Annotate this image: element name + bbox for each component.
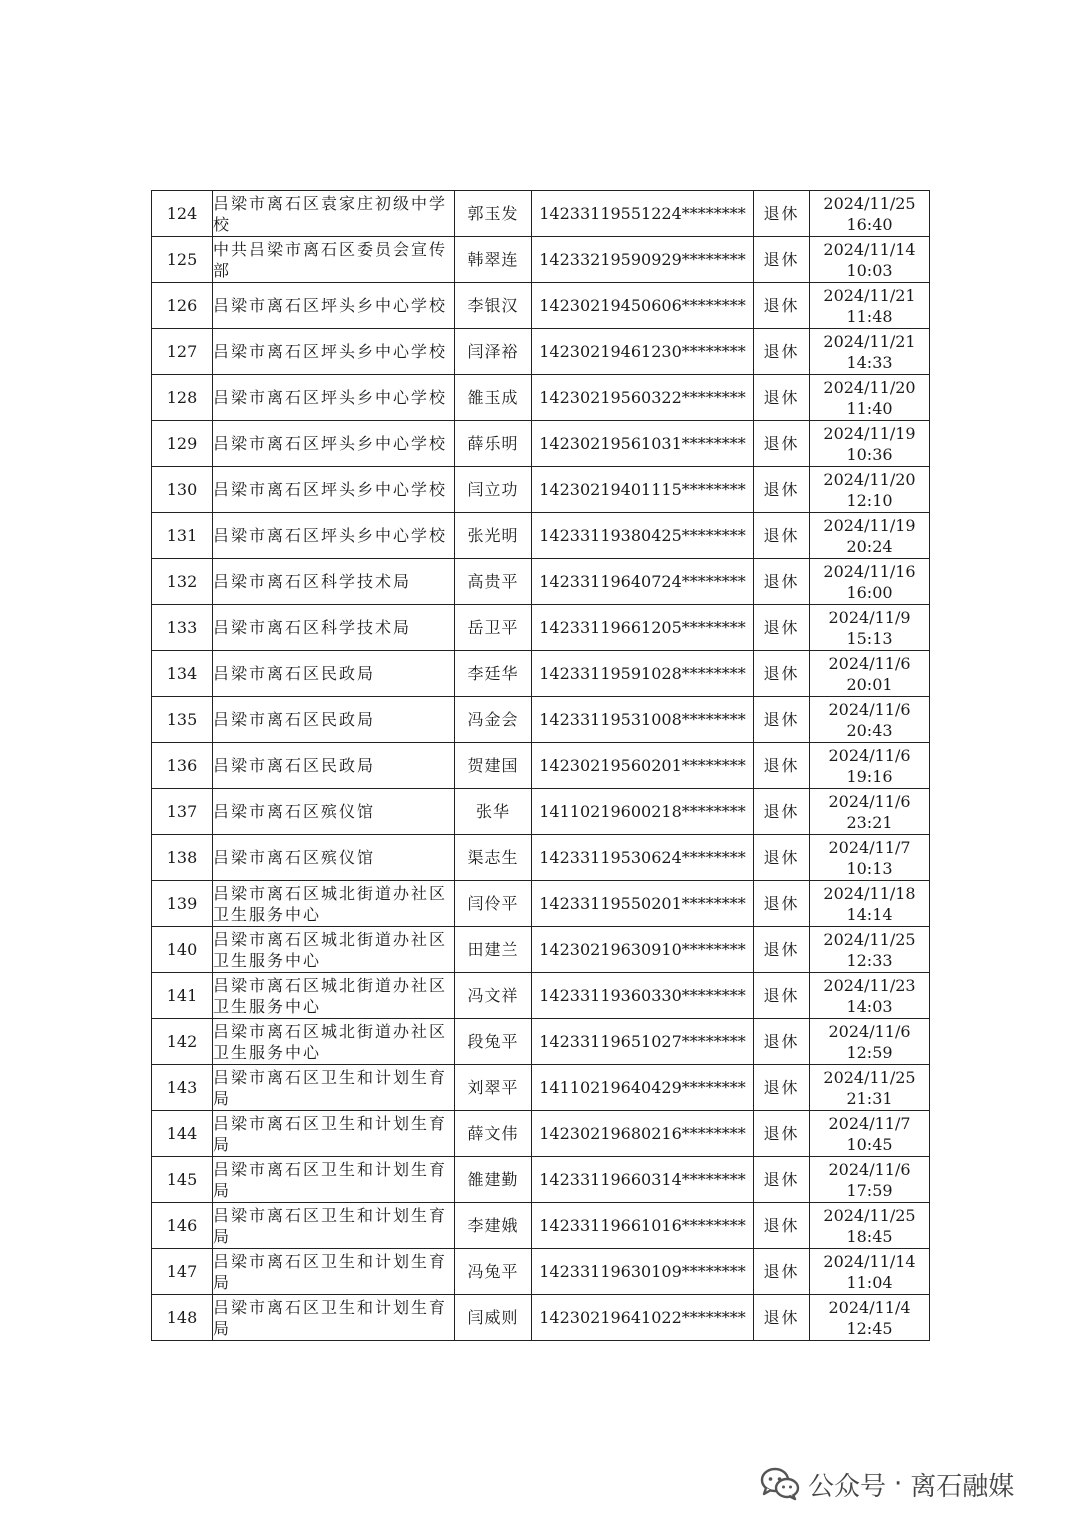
row-date: 2024/11/6: [828, 791, 911, 811]
row-number: 127: [152, 329, 213, 375]
table-row: [152, 559, 930, 605]
row-datetime: [810, 1065, 930, 1111]
row-time: 14:03: [846, 996, 893, 1016]
row-type: 退休: [754, 881, 810, 927]
row-type: 退休: [754, 467, 810, 513]
row-datetime: [810, 1111, 930, 1157]
row-time: 20:43: [846, 720, 893, 740]
row-id-number: 14233119531008********: [532, 697, 754, 743]
row-date: 2024/11/20: [823, 469, 916, 489]
row-number: 126: [152, 283, 213, 329]
row-unit: 吕梁市离石区袁家庄初级中学校: [213, 191, 455, 237]
row-time: 12:33: [846, 950, 893, 970]
table-row: [152, 743, 930, 789]
row-date: 2024/11/23: [823, 975, 916, 995]
row-time: 12:10: [846, 490, 893, 510]
row-name: 闫泽裕: [455, 329, 532, 375]
row-time: 20:24: [846, 536, 893, 556]
table-row: [152, 881, 930, 927]
row-date: 2024/11/25: [823, 1205, 916, 1225]
row-datetime: [810, 329, 930, 375]
row-number: 138: [152, 835, 213, 881]
row-id-number: 14233119640724********: [532, 559, 754, 605]
row-type: 退休: [754, 835, 810, 881]
row-datetime: [810, 927, 930, 973]
row-unit: 吕梁市离石区城北街道办社区卫生服务中心: [213, 927, 455, 973]
row-unit: 吕梁市离石区卫生和计划生育局: [213, 1157, 455, 1203]
table-row: [152, 329, 930, 375]
row-unit: 吕梁市离石区城北街道办社区卫生服务中心: [213, 1019, 455, 1065]
row-name: 贺建国: [455, 743, 532, 789]
row-date: 2024/11/19: [823, 515, 916, 535]
row-name: 李建娥: [455, 1203, 532, 1249]
row-time: 12:45: [846, 1318, 893, 1338]
table-row: [152, 697, 930, 743]
row-id-number: 14233119661205********: [532, 605, 754, 651]
row-date: 2024/11/14: [823, 239, 916, 259]
row-id-number: 14110219640429********: [532, 1065, 754, 1111]
row-number: 148: [152, 1295, 213, 1341]
row-unit: 吕梁市离石区坪头乡中心学校: [213, 513, 455, 559]
row-type: 退休: [754, 329, 810, 375]
row-id-number: 14230219641022********: [532, 1295, 754, 1341]
row-type: 退休: [754, 743, 810, 789]
row-unit: 吕梁市离石区卫生和计划生育局: [213, 1203, 455, 1249]
row-id-number: 14230219560201********: [532, 743, 754, 789]
table-row: [152, 513, 930, 559]
row-name: 薛文伟: [455, 1111, 532, 1157]
row-name: 冯金会: [455, 697, 532, 743]
row-number: 139: [152, 881, 213, 927]
row-number: 136: [152, 743, 213, 789]
row-unit: 吕梁市离石区民政局: [213, 743, 455, 789]
row-name: 段兔平: [455, 1019, 532, 1065]
row-unit: 吕梁市离石区民政局: [213, 697, 455, 743]
row-type: 退休: [754, 421, 810, 467]
row-time: 10:03: [846, 260, 893, 280]
row-datetime: [810, 421, 930, 467]
row-number: 134: [152, 651, 213, 697]
row-date: 2024/11/21: [823, 331, 916, 351]
row-type: 退休: [754, 1065, 810, 1111]
row-number: 147: [152, 1249, 213, 1295]
row-datetime: [810, 559, 930, 605]
row-unit: 吕梁市离石区坪头乡中心学校: [213, 421, 455, 467]
row-time: 23:21: [846, 812, 893, 832]
row-id-number: 14233119360330********: [532, 973, 754, 1019]
row-time: 17:59: [846, 1180, 893, 1200]
row-datetime: [810, 1203, 930, 1249]
row-datetime: [810, 467, 930, 513]
row-date: 2024/11/7: [828, 837, 911, 857]
row-time: 19:16: [846, 766, 893, 786]
table-row: [152, 1157, 930, 1203]
row-number: 142: [152, 1019, 213, 1065]
row-name: 渠志生: [455, 835, 532, 881]
row-time: 11:40: [846, 398, 893, 418]
row-time: 18:45: [846, 1226, 893, 1246]
row-number: 125: [152, 237, 213, 283]
row-number: 131: [152, 513, 213, 559]
row-time: 16:40: [846, 214, 893, 234]
row-unit: 吕梁市离石区坪头乡中心学校: [213, 329, 455, 375]
row-number: 144: [152, 1111, 213, 1157]
row-name: 刘翠平: [455, 1065, 532, 1111]
row-date: 2024/11/6: [828, 699, 911, 719]
row-date: 2024/11/25: [823, 193, 916, 213]
row-unit: 吕梁市离石区科学技术局: [213, 605, 455, 651]
row-time: 12:59: [846, 1042, 893, 1062]
row-id-number: 14230219450606********: [532, 283, 754, 329]
row-type: 退休: [754, 191, 810, 237]
table-row: [152, 651, 930, 697]
row-id-number: 14233119661016********: [532, 1203, 754, 1249]
row-date: 2024/11/7: [828, 1113, 911, 1133]
row-date: 2024/11/6: [828, 745, 911, 765]
row-date: 2024/11/25: [823, 1067, 916, 1087]
row-unit: 吕梁市离石区卫生和计划生育局: [213, 1065, 455, 1111]
row-datetime: [810, 835, 930, 881]
row-datetime: [810, 973, 930, 1019]
row-unit: 吕梁市离石区城北街道办社区卫生服务中心: [213, 973, 455, 1019]
row-id-number: 14233119630109********: [532, 1249, 754, 1295]
row-date: 2024/11/9: [828, 607, 911, 627]
row-name: 冯文祥: [455, 973, 532, 1019]
row-number: 145: [152, 1157, 213, 1203]
row-id-number: 14233119651027********: [532, 1019, 754, 1065]
row-id-number: 14233219590929********: [532, 237, 754, 283]
row-id-number: 14230219461230********: [532, 329, 754, 375]
wechat-icon: [760, 1467, 800, 1501]
watermark-label: 公众号: [808, 1471, 887, 1502]
table-row: [152, 835, 930, 881]
row-datetime: [810, 789, 930, 835]
row-datetime: [810, 1157, 930, 1203]
row-time: 16:00: [846, 582, 893, 602]
row-date: 2024/11/6: [828, 1021, 911, 1041]
row-name: 张光明: [455, 513, 532, 559]
row-datetime: [810, 283, 930, 329]
row-unit: 吕梁市离石区坪头乡中心学校: [213, 375, 455, 421]
row-number: 129: [152, 421, 213, 467]
row-id-number: 14230219630910********: [532, 927, 754, 973]
row-date: 2024/11/21: [823, 285, 916, 305]
row-datetime: [810, 1295, 930, 1341]
row-datetime: [810, 881, 930, 927]
row-type: 退休: [754, 1203, 810, 1249]
row-unit: 中共吕梁市离石区委员会宣传部: [213, 237, 455, 283]
row-type: 退休: [754, 1157, 810, 1203]
row-id-number: 14233119660314********: [532, 1157, 754, 1203]
row-unit: 吕梁市离石区坪头乡中心学校: [213, 283, 455, 329]
row-number: 141: [152, 973, 213, 1019]
row-date: 2024/11/6: [828, 1159, 911, 1179]
row-id-number: 14230219680216********: [532, 1111, 754, 1157]
row-date: 2024/11/6: [828, 653, 911, 673]
table-row: [152, 789, 930, 835]
row-name: 李银汉: [455, 283, 532, 329]
row-type: 退休: [754, 973, 810, 1019]
row-id-number: 14233119551224********: [532, 191, 754, 237]
row-type: 退休: [754, 927, 810, 973]
row-time: 10:36: [846, 444, 893, 464]
row-name: 闫威则: [455, 1295, 532, 1341]
row-number: 135: [152, 697, 213, 743]
row-unit: 吕梁市离石区卫生和计划生育局: [213, 1249, 455, 1295]
row-name: 雒玉成: [455, 375, 532, 421]
row-name: 高贵平: [455, 559, 532, 605]
row-name: 李廷华: [455, 651, 532, 697]
row-time: 11:48: [846, 306, 893, 326]
table-row: [152, 1065, 930, 1111]
row-datetime: [810, 1249, 930, 1295]
row-id-number: 14230219401115********: [532, 467, 754, 513]
row-date: 2024/11/20: [823, 377, 916, 397]
row-datetime: [810, 605, 930, 651]
row-datetime: [810, 191, 930, 237]
row-type: 退休: [754, 651, 810, 697]
row-type: 退休: [754, 237, 810, 283]
row-type: 退休: [754, 1111, 810, 1157]
row-type: 退休: [754, 1295, 810, 1341]
row-date: 2024/11/14: [823, 1251, 916, 1271]
table-row: [152, 927, 930, 973]
row-name: 闫伶平: [455, 881, 532, 927]
row-date: 2024/11/16: [823, 561, 916, 581]
row-unit: 吕梁市离石区卫生和计划生育局: [213, 1111, 455, 1157]
row-name: 薛乐明: [455, 421, 532, 467]
row-id-number: 14233119530624********: [532, 835, 754, 881]
table-row: [152, 1111, 930, 1157]
row-time: 11:04: [846, 1272, 893, 1292]
row-name: 韩翠连: [455, 237, 532, 283]
row-id-number: 14230219560322********: [532, 375, 754, 421]
row-type: 退休: [754, 1019, 810, 1065]
row-type: 退休: [754, 283, 810, 329]
table-row: [152, 191, 930, 237]
table-row: [152, 467, 930, 513]
row-unit: 吕梁市离石区坪头乡中心学校: [213, 467, 455, 513]
table-row: [152, 973, 930, 1019]
row-type: 退休: [754, 559, 810, 605]
row-time: 21:31: [846, 1088, 893, 1108]
row-number: 140: [152, 927, 213, 973]
table-row: [152, 1249, 930, 1295]
row-datetime: [810, 1019, 930, 1065]
row-name: 田建兰: [455, 927, 532, 973]
table-row: [152, 1203, 930, 1249]
row-number: 143: [152, 1065, 213, 1111]
watermark-separator: ·: [894, 1469, 903, 1499]
row-id-number: 14230219561031********: [532, 421, 754, 467]
row-unit: 吕梁市离石区城北街道办社区卫生服务中心: [213, 881, 455, 927]
row-type: 退休: [754, 513, 810, 559]
row-id-number: 14233119380425********: [532, 513, 754, 559]
row-id-number: 14110219600218********: [532, 789, 754, 835]
row-number: 137: [152, 789, 213, 835]
row-number: 133: [152, 605, 213, 651]
row-time: 10:45: [846, 1134, 893, 1154]
row-name: 张华: [455, 789, 532, 835]
row-unit: 吕梁市离石区殡仪馆: [213, 835, 455, 881]
row-datetime: [810, 237, 930, 283]
row-datetime: [810, 651, 930, 697]
table-row: [152, 1019, 930, 1065]
row-name: 冯兔平: [455, 1249, 532, 1295]
row-id-number: 14233119550201********: [532, 881, 754, 927]
watermark-account: 离石融媒: [910, 1471, 1015, 1502]
row-name: 岳卫平: [455, 605, 532, 651]
table-row: [152, 237, 930, 283]
table-row: [152, 1295, 930, 1341]
row-type: 退休: [754, 789, 810, 835]
row-time: 14:33: [846, 352, 893, 372]
row-type: 退休: [754, 375, 810, 421]
table-row: [152, 605, 930, 651]
row-unit: 吕梁市离石区民政局: [213, 651, 455, 697]
row-number: 124: [152, 191, 213, 237]
row-name: 郭玉发: [455, 191, 532, 237]
row-name: 雒建勤: [455, 1157, 532, 1203]
row-date: 2024/11/19: [823, 423, 916, 443]
table-row: [152, 283, 930, 329]
row-datetime: [810, 743, 930, 789]
table-row: [152, 375, 930, 421]
row-unit: 吕梁市离石区殡仪馆: [213, 789, 455, 835]
row-name: 闫立功: [455, 467, 532, 513]
row-id-number: 14233119591028********: [532, 651, 754, 697]
row-number: 128: [152, 375, 213, 421]
row-date: 2024/11/4: [828, 1297, 911, 1317]
row-datetime: [810, 375, 930, 421]
row-time: 10:13: [846, 858, 893, 878]
roster-table: [151, 190, 930, 1341]
row-number: 132: [152, 559, 213, 605]
row-time: 20:01: [846, 674, 893, 694]
row-date: 2024/11/18: [823, 883, 916, 903]
watermark: [760, 1462, 1014, 1506]
row-type: 退休: [754, 605, 810, 651]
row-time: 14:14: [846, 904, 893, 924]
row-type: 退休: [754, 697, 810, 743]
row-unit: 吕梁市离石区卫生和计划生育局: [213, 1295, 455, 1341]
row-date: 2024/11/25: [823, 929, 916, 949]
row-type: 退休: [754, 1249, 810, 1295]
row-number: 130: [152, 467, 213, 513]
row-unit: 吕梁市离石区科学技术局: [213, 559, 455, 605]
row-number: 146: [152, 1203, 213, 1249]
roster-body: [152, 191, 930, 1341]
row-time: 15:13: [846, 628, 893, 648]
table-row: [152, 421, 930, 467]
row-datetime: [810, 513, 930, 559]
row-datetime: [810, 697, 930, 743]
